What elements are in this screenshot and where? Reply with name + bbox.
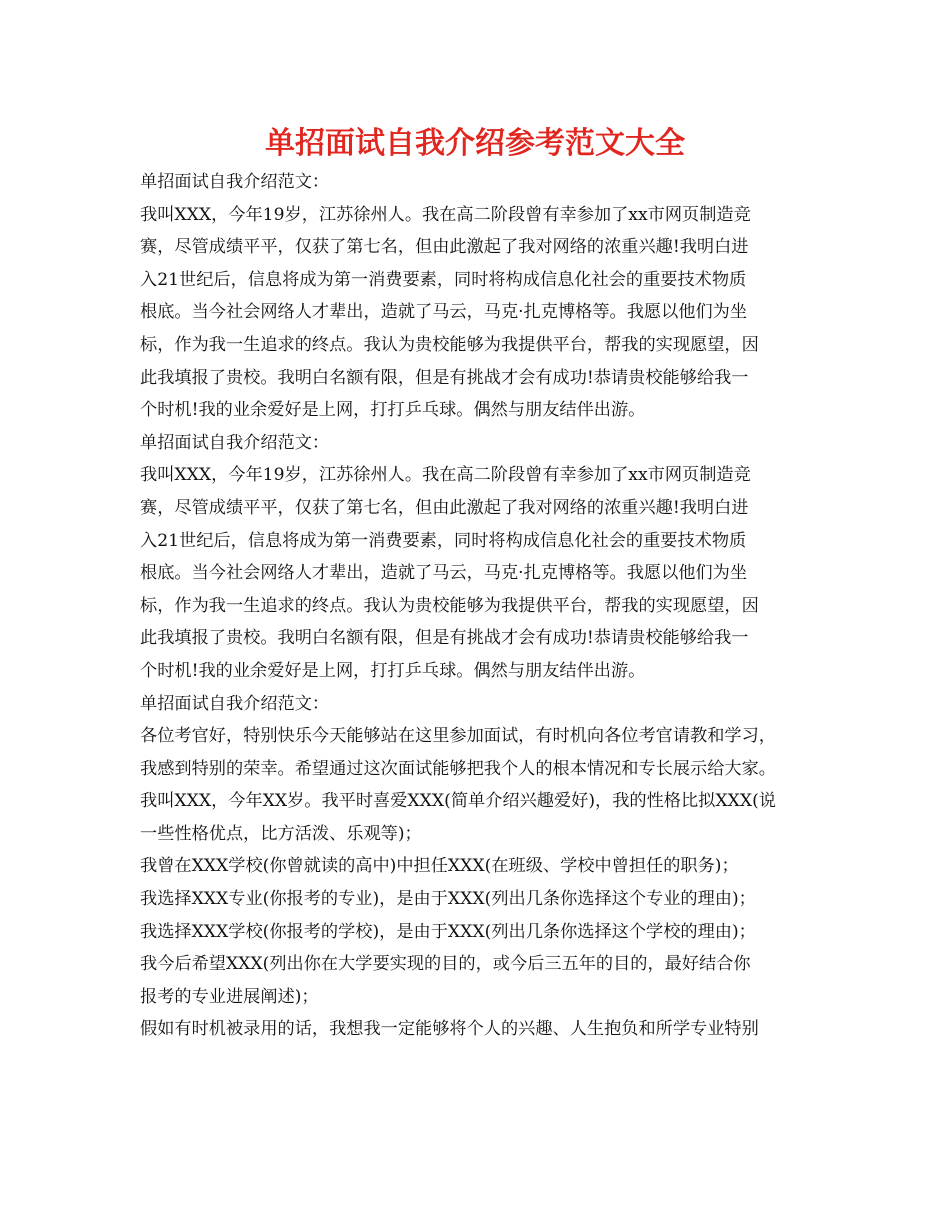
text-line: 我感到特别的荣幸。希望通过这次面试能够把我个人的根本情况和专长展示给大家。 <box>140 758 776 779</box>
text-line: 根底。当今社会网络人才辈出，造就了马云，马克·扎克博格等。我愿以他们为坐 <box>140 302 748 323</box>
text-line: 一些性格优点，比方活泼、乐观等)； <box>140 823 422 844</box>
text-line: 我叫XXX，今年19岁，江苏徐州人。我在高二阶段曾有幸参加了xx市网页制造竞 <box>140 465 751 486</box>
text-line: 我叫XXX，今年19岁，江苏徐州人。我在高二阶段曾有幸参加了xx市网页制造竞 <box>140 204 751 225</box>
text-line: 我选择XXX专业(你报考的专业)，是由于XXX(列出几条你选择这个专业的理由)； <box>140 889 756 910</box>
document-body <box>140 166 830 1046</box>
text-line: 入21世纪后，信息将成为第一消费要素，同时将构成信息化社会的重要技术物质 <box>140 269 747 290</box>
text-line: 单招面试自我介绍范文： <box>140 432 330 453</box>
text-line: 赛，尽管成绩平平，仅获了第七名，但由此激起了我对网络的浓重兴趣!我明白进 <box>140 237 749 258</box>
text-line: 单招面试自我介绍范文： <box>140 172 330 192</box>
document-title: 单招面试自我介绍参考范文大全 <box>265 126 685 161</box>
text-line: 假如有时机被录用的话，我想我一定能够将个人的兴趣、人生抱负和所学专业特别 <box>140 1019 759 1040</box>
text-line: 此我填报了贵校。我明白名额有限，但是有挑战才会有成功!恭请贵校能够给我一 <box>140 367 749 388</box>
text-line: 我今后希望XXX(列出你在大学要实现的目的，或今后三五年的目的，最好结合你 <box>140 954 751 975</box>
text-line: 标，作为我一生追求的终点。我认为贵校能够为我提供平台，帮我的实现愿望，因 <box>140 334 759 355</box>
text-line: 各位考官好，特别快乐今天能够站在这里参加面试，有时机向各位考官请教和学习， <box>140 726 776 747</box>
text-line: 个时机!我的业余爱好是上网，打打乒乓球。偶然与朋友结伴出游。 <box>140 660 646 681</box>
text-line: 报考的专业进展阐述)； <box>140 986 319 1007</box>
text-line: 入21世纪后，信息将成为第一消费要素，同时将构成信息化社会的重要技术物质 <box>140 530 747 551</box>
text-line: 根底。当今社会网络人才辈出，造就了马云，马克·扎克博格等。我愿以他们为坐 <box>140 563 748 584</box>
text-line: 我叫XXX，今年XX岁。我平时喜爱XXX(简单介绍兴趣爱好)，我的性格比拟XXX(说 <box>140 791 776 812</box>
text-line: 单招面试自我介绍范文： <box>140 693 330 714</box>
text-line: 标，作为我一生追求的终点。我认为贵校能够为我提供平台，帮我的实现愿望，因 <box>140 595 759 616</box>
text-line: 个时机!我的业余爱好是上网，打打乒乓球。偶然与朋友结伴出游。 <box>140 400 646 421</box>
text-line: 赛，尽管成绩平平，仅获了第七名，但由此激起了我对网络的浓重兴趣!我明白进 <box>140 497 749 518</box>
text-line: 我选择XXX学校(你报考的学校)，是由于XXX(列出几条你选择这个学校的理由)； <box>140 921 756 942</box>
text-line: 此我填报了贵校。我明白名额有限，但是有挑战才会有成功!恭请贵校能够给我一 <box>140 628 749 649</box>
text-line: 我曾在XXX学校(你曾就读的高中)中担任XXX(在班级、学校中曾担任的职务)； <box>140 856 739 877</box>
